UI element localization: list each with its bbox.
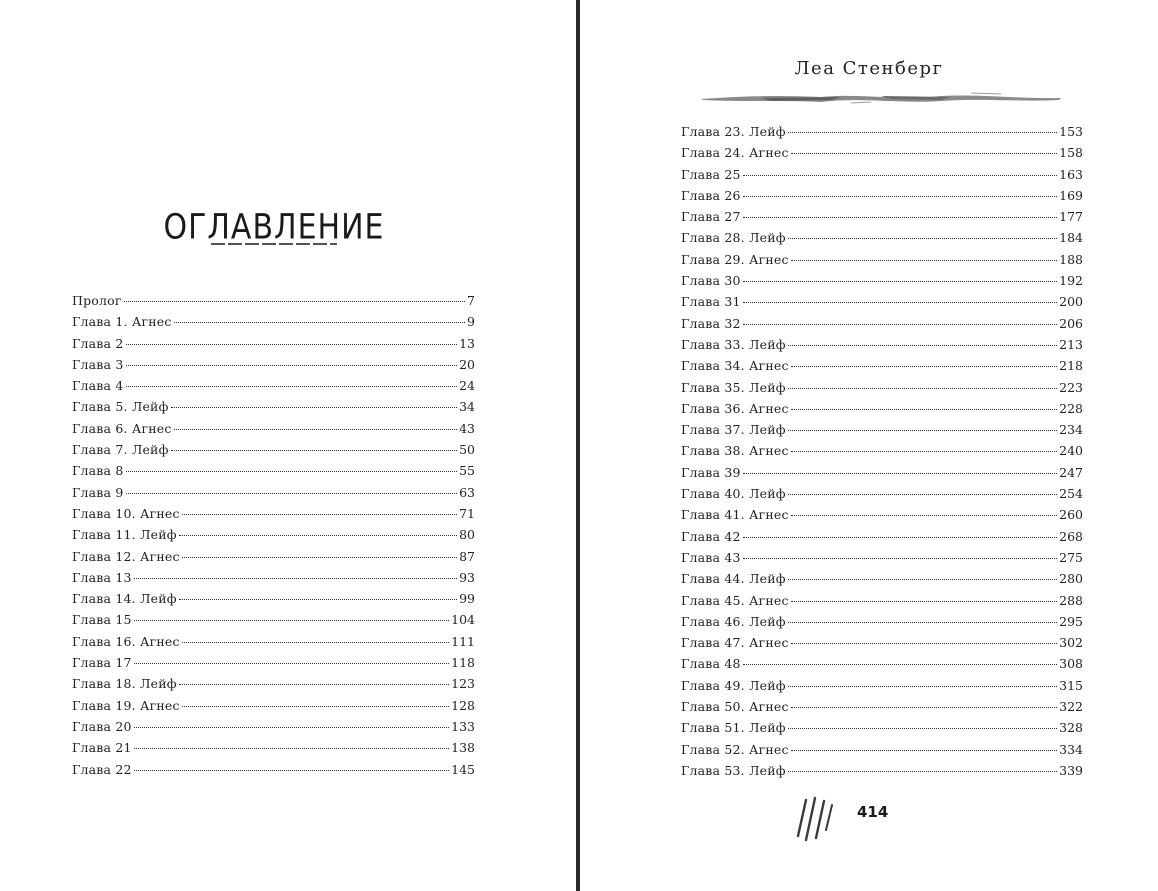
toc-entry-page: 315 <box>1059 677 1083 693</box>
toc-dot-leader <box>788 430 1057 431</box>
toc-entry-page: 218 <box>1059 358 1083 374</box>
toc-dot-leader <box>743 281 1058 282</box>
toc-entry <box>681 611 1083 632</box>
toc-entry <box>681 227 1083 248</box>
toc-dot-leader <box>743 324 1058 325</box>
toc-entry-label: Глава 53. Лейф <box>681 762 786 778</box>
toc-entry-label: Глава 32 <box>681 315 741 331</box>
toc-dot-leader <box>134 770 450 771</box>
toc-entry <box>681 419 1083 440</box>
toc-entry-page: 268 <box>1059 528 1083 544</box>
toc-dot-leader <box>791 750 1057 751</box>
toc-entry <box>72 759 475 780</box>
toc-entry <box>72 375 475 396</box>
toc-dot-leader <box>791 260 1057 261</box>
toc-entry-label: Глава 41. Агнес <box>681 507 789 523</box>
toc-entry-page: 234 <box>1059 422 1083 438</box>
toc-dot-leader <box>182 642 449 643</box>
toc-dot-leader <box>743 196 1058 197</box>
toc-entry-page: 43 <box>459 420 475 436</box>
toc-entry <box>681 653 1083 674</box>
toc-entry-label: Глава 30 <box>681 273 741 289</box>
toc-entry <box>681 462 1083 483</box>
toc-entry <box>72 737 475 758</box>
toc-entry-label: Глава 49. Лейф <box>681 677 786 693</box>
toc-dot-leader <box>788 238 1057 239</box>
toc-dot-leader <box>743 217 1058 218</box>
toc-dot-leader <box>126 471 458 472</box>
toc-entry-label: Глава 6. Агнес <box>72 420 172 436</box>
toc-entry <box>72 716 475 737</box>
toc-dot-leader <box>174 322 465 323</box>
toc-entry-page: 55 <box>459 463 475 479</box>
toc-entry-page: 71 <box>459 505 475 521</box>
toc-entry <box>681 483 1083 504</box>
toc-entry <box>681 739 1083 760</box>
toc-entry <box>681 377 1083 398</box>
toc-entry <box>72 333 475 354</box>
toc-entry <box>681 121 1083 142</box>
toc-entry <box>72 588 475 609</box>
toc-entry-label: Глава 13 <box>72 569 132 585</box>
toc-dot-leader <box>791 366 1057 367</box>
toc-dot-leader <box>788 388 1057 389</box>
toc-dot-leader <box>126 386 458 387</box>
toc-entry <box>681 334 1083 355</box>
toc-entry <box>72 567 475 588</box>
toc-entry <box>681 270 1083 291</box>
toc-entry-page: 184 <box>1059 230 1083 246</box>
toc-entry-page: 240 <box>1059 443 1083 459</box>
toc-entry <box>72 290 475 311</box>
toc-dot-leader <box>791 153 1057 154</box>
toc-entry-page: 247 <box>1059 464 1083 480</box>
toc-entry-label: Глава 45. Агнес <box>681 592 789 608</box>
toc-dot-leader <box>134 727 450 728</box>
toc-entry-label: Глава 42 <box>681 528 741 544</box>
title-underline-decoration <box>209 242 339 246</box>
toc-entry <box>681 185 1083 206</box>
toc-dot-leader <box>743 664 1058 665</box>
toc-entry-label: Глава 4 <box>72 378 124 394</box>
toc-entry-page: 24 <box>459 378 475 394</box>
toc-entry-label: Глава 11. Лейф <box>72 527 177 543</box>
toc-entry-page: 169 <box>1059 187 1083 203</box>
toc-entry-label: Глава 38. Агнес <box>681 443 789 459</box>
toc-dot-leader <box>788 622 1057 623</box>
toc-entry <box>72 673 475 694</box>
toc-entry-page: 254 <box>1059 486 1083 502</box>
left-page <box>0 0 576 891</box>
toc-entry-page: 302 <box>1059 635 1083 651</box>
toc-entry <box>72 311 475 332</box>
toc-entry-page: 260 <box>1059 507 1083 523</box>
toc-entry-label: Глава 18. Лейф <box>72 676 177 692</box>
toc-entry <box>681 568 1083 589</box>
toc-list-right <box>681 121 1083 781</box>
toc-entry-label: Глава 23. Лейф <box>681 124 786 139</box>
toc-dot-leader <box>791 409 1057 410</box>
toc-entry-label: Глава 44. Лейф <box>681 571 786 587</box>
toc-entry-page: 177 <box>1059 209 1083 225</box>
toc-entry-page: 104 <box>451 612 475 628</box>
toc-entry-page: 123 <box>451 676 475 692</box>
toc-entry-label: Глава 50. Агнес <box>681 699 789 715</box>
toc-entry-label: Глава 17 <box>72 655 132 671</box>
toc-dot-leader <box>126 365 458 366</box>
toc-entry-label: Глава 47. Агнес <box>681 635 789 651</box>
toc-entry-page: 20 <box>459 356 475 372</box>
toc-entry <box>72 546 475 567</box>
brush-stroke-ornament <box>701 90 1061 106</box>
toc-entry-label: Глава 1. Агнес <box>72 314 172 330</box>
toc-entry-page: 138 <box>451 740 475 756</box>
toc-dot-leader <box>791 601 1057 602</box>
toc-entry-page: 50 <box>459 442 475 458</box>
toc-entry <box>681 526 1083 547</box>
toc-entry-label: Глава 46. Лейф <box>681 613 786 629</box>
toc-dot-leader <box>126 493 458 494</box>
toc-entry-label: Пролог <box>72 293 122 308</box>
toc-entry-label: Глава 48 <box>681 656 741 672</box>
toc-entry <box>681 547 1083 568</box>
toc-entry <box>72 652 475 673</box>
toc-dot-leader <box>134 578 457 579</box>
toc-entry-label: Глава 31 <box>681 294 741 310</box>
toc-entry-label: Глава 35. Лейф <box>681 379 786 395</box>
toc-entry-page: 308 <box>1059 656 1083 672</box>
toc-entry <box>72 609 475 630</box>
toc-entry-label: Глава 14. Лейф <box>72 591 177 607</box>
toc-dot-leader <box>174 429 458 430</box>
toc-entry-label: Глава 16. Агнес <box>72 633 180 649</box>
right-page <box>580 0 1158 891</box>
toc-entry <box>681 164 1083 185</box>
toc-entry <box>681 313 1083 334</box>
toc-entry-page: 322 <box>1059 699 1083 715</box>
toc-dot-leader <box>134 748 450 749</box>
toc-entry-page: 99 <box>459 591 475 607</box>
toc-entry-label: Глава 40. Лейф <box>681 486 786 502</box>
toc-entry-label: Глава 33. Лейф <box>681 336 786 352</box>
toc-entry-label: Глава 15 <box>72 612 132 628</box>
toc-entry-label: Глава 37. Лейф <box>681 422 786 438</box>
toc-entry-page: 213 <box>1059 336 1083 352</box>
toc-entry-page: 328 <box>1059 720 1083 736</box>
toc-entry-label: Глава 12. Агнес <box>72 548 180 564</box>
toc-entry-page: 153 <box>1059 124 1083 139</box>
toc-entry-page: 93 <box>459 569 475 585</box>
toc-entry-label: Глава 43 <box>681 549 741 565</box>
toc-dot-leader <box>179 535 457 536</box>
toc-entry-label: Глава 22 <box>72 761 132 777</box>
toc-dot-leader <box>791 707 1057 708</box>
toc-entry-label: Глава 20 <box>72 718 132 734</box>
toc-entry-label: Глава 10. Агнес <box>72 505 180 521</box>
toc-dot-leader <box>134 663 450 664</box>
toc-dot-leader <box>171 450 458 451</box>
toc-dot-leader <box>743 473 1058 474</box>
toc-dot-leader <box>788 345 1057 346</box>
toc-entry-page: 223 <box>1059 379 1083 395</box>
toc-entry-page: 63 <box>459 484 475 500</box>
toc-entry-page: 339 <box>1059 762 1083 778</box>
toc-dot-leader <box>126 344 458 345</box>
toc-entry <box>72 503 475 524</box>
toc-entry-page: 163 <box>1059 166 1083 182</box>
toc-entry <box>681 590 1083 611</box>
toc-entry <box>681 291 1083 312</box>
toc-entry-label: Глава 7. Лейф <box>72 442 169 458</box>
toc-dot-leader <box>179 599 457 600</box>
toc-entry <box>681 760 1083 781</box>
toc-entry <box>72 460 475 481</box>
toc-entry-label: Глава 5. Лейф <box>72 399 169 415</box>
toc-dot-leader <box>791 451 1057 452</box>
toc-entry <box>681 249 1083 270</box>
toc-dot-leader <box>788 494 1057 495</box>
toc-entry-label: Глава 2 <box>72 335 124 351</box>
toc-entry-page: 34 <box>459 399 475 415</box>
toc-dot-leader <box>791 643 1057 644</box>
toc-entry <box>72 631 475 652</box>
toc-entry-label: Глава 27 <box>681 209 741 225</box>
toc-entry-page: 288 <box>1059 592 1083 608</box>
toc-entry-label: Глава 19. Агнес <box>72 697 180 713</box>
toc-entry <box>681 717 1083 738</box>
toc-dot-leader <box>788 132 1057 133</box>
toc-entry-page: 13 <box>459 335 475 351</box>
toc-entry <box>72 439 475 460</box>
toc-entry <box>681 440 1083 461</box>
toc-entry-page: 9 <box>467 314 475 330</box>
toc-entry-label: Глава 24. Агнес <box>681 145 789 161</box>
toc-entry-label: Глава 9 <box>72 484 124 500</box>
toc-entry-page: 7 <box>467 293 475 308</box>
toc-dot-leader <box>743 175 1058 176</box>
toc-entry-label: Глава 36. Агнес <box>681 400 789 416</box>
toc-dot-leader <box>788 579 1057 580</box>
running-head-author: Леа Стенберг <box>794 58 944 79</box>
toc-entry-label: Глава 51. Лейф <box>681 720 786 736</box>
toc-entry-page: 206 <box>1059 315 1083 331</box>
toc-list-left <box>72 290 475 780</box>
toc-entry <box>72 418 475 439</box>
toc-entry <box>681 696 1083 717</box>
toc-entry-page: 80 <box>459 527 475 543</box>
toc-entry-page: 158 <box>1059 145 1083 161</box>
toc-dot-leader <box>743 537 1058 538</box>
toc-entry-page: 118 <box>451 655 475 671</box>
toc-entry-page: 192 <box>1059 273 1083 289</box>
toc-dot-leader <box>788 686 1057 687</box>
toc-entry-label: Глава 25 <box>681 166 741 182</box>
toc-entry-page: 228 <box>1059 400 1083 416</box>
toc-entry <box>72 354 475 375</box>
toc-dot-leader <box>743 302 1058 303</box>
toc-entry-page: 145 <box>451 761 475 777</box>
toc-entry-page: 128 <box>451 697 475 713</box>
toc-entry <box>681 675 1083 696</box>
toc-entry-page: 295 <box>1059 613 1083 629</box>
toc-entry-page: 111 <box>451 633 475 649</box>
toc-entry <box>681 142 1083 163</box>
toc-entry-page: 334 <box>1059 741 1083 757</box>
toc-entry-label: Глава 34. Агнес <box>681 358 789 374</box>
toc-entry <box>681 206 1083 227</box>
toc-entry <box>681 632 1083 653</box>
toc-dot-leader <box>182 514 457 515</box>
toc-dot-leader <box>171 407 458 408</box>
toc-entry <box>681 355 1083 376</box>
toc-dot-leader <box>182 706 449 707</box>
toc-entry-label: Глава 29. Агнес <box>681 251 789 267</box>
toc-entry <box>72 524 475 545</box>
toc-title: ОГЛАВЛЕНИЕ <box>163 207 385 248</box>
toc-dot-leader <box>788 771 1057 772</box>
toc-entry <box>681 398 1083 419</box>
page-number: 414 <box>857 803 889 821</box>
toc-entry-page: 280 <box>1059 571 1083 587</box>
toc-entry-page: 200 <box>1059 294 1083 310</box>
toc-dot-leader <box>791 515 1057 516</box>
toc-entry-label: Глава 28. Лейф <box>681 230 786 246</box>
toc-entry-label: Глава 39 <box>681 464 741 480</box>
toc-dot-leader <box>743 558 1058 559</box>
toc-dot-leader <box>788 728 1057 729</box>
toc-dot-leader <box>134 620 450 621</box>
toc-entry <box>72 396 475 417</box>
toc-entry <box>72 482 475 503</box>
toc-entry <box>681 504 1083 525</box>
toc-dot-leader <box>124 301 465 302</box>
toc-entry-page: 275 <box>1059 549 1083 565</box>
toc-dot-leader <box>179 684 449 685</box>
toc-entry-label: Глава 52. Агнес <box>681 741 789 757</box>
toc-entry-page: 87 <box>459 548 475 564</box>
toc-entry <box>72 695 475 716</box>
toc-entry-page: 133 <box>451 718 475 734</box>
toc-entry-label: Глава 8 <box>72 463 124 479</box>
toc-dot-leader <box>182 557 457 558</box>
claw-scratch-icon <box>796 796 834 842</box>
toc-entry-page: 188 <box>1059 251 1083 267</box>
toc-entry-label: Глава 21 <box>72 740 132 756</box>
toc-entry-label: Глава 26 <box>681 187 741 203</box>
toc-entry-label: Глава 3 <box>72 356 124 372</box>
